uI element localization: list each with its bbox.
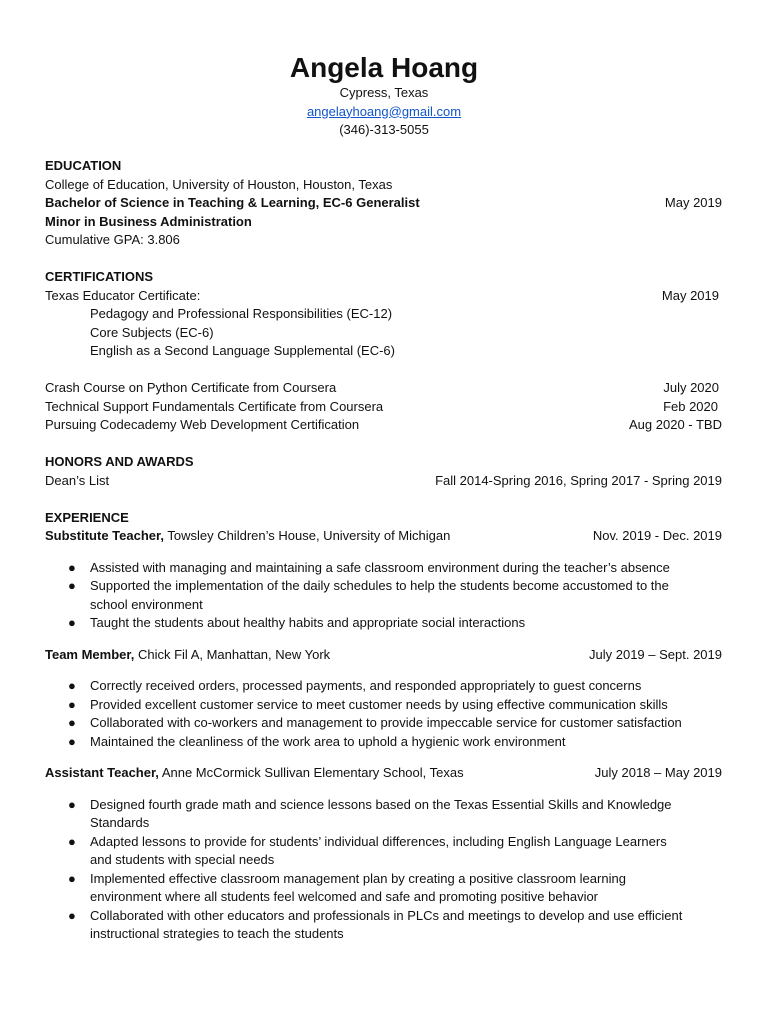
education-degree: Bachelor of Science in Teaching & Learning, EC-6 Generalist <box>45 195 420 210</box>
job-date: Nov. 2019 - Dec. 2019 <box>592 528 722 543</box>
education-heading: EDUCATION <box>45 158 122 173</box>
job-bullets <box>45 559 722 633</box>
bullet-icon: ● <box>68 870 76 886</box>
list-item-continued: instructional strategies to teach the students <box>90 926 344 941</box>
bullet-icon: ● <box>68 833 76 849</box>
email-link[interactable]: angelayhoang@gmail.com <box>306 103 462 119</box>
bullet-icon: ● <box>68 615 76 630</box>
list-item: ● Assisted with managing and maintaining a safe classroom environment during the teacher’s absence <box>45 559 722 578</box>
bullet-icon: ● <box>68 907 76 923</box>
cert-sub-item: English as a Second Language Supplemental (EC-6) <box>90 343 395 358</box>
bullet-icon: ● <box>68 796 76 812</box>
honors-heading: HONORS AND AWARDS <box>45 454 194 469</box>
list-item-continued: school environment <box>90 596 203 612</box>
education-date: May 2019 <box>664 195 722 210</box>
list-item: ● Supported the implementation of the daily schedules to help the students become accustomed to the <box>45 577 722 596</box>
job-title: Assistant Teacher, <box>45 765 159 780</box>
resume-body <box>45 157 722 944</box>
bullet-icon: ● <box>68 578 76 593</box>
bullet-icon: ● <box>68 715 76 730</box>
education-minor: Minor in Business Administration <box>45 213 252 229</box>
list-item: ● Taught the students about healthy habits and appropriate social interactions <box>45 614 722 633</box>
job-title: Substitute Teacher, <box>45 528 164 543</box>
cert-item: Technical Support Fundamentals Certificate from Coursera <box>45 398 384 414</box>
job-place: Towsley Children’s House, University of Michigan <box>163 528 451 543</box>
job-header <box>45 646 722 665</box>
list-item: ● Implemented effective classroom management plan by creating a positive classroom learning <box>45 870 722 889</box>
job-date: July 2019 – Sept. 2019 <box>589 646 722 662</box>
job-header <box>45 527 722 546</box>
list-item: ● Provided excellent customer service to meet customer needs by using effective communication skills <box>45 696 722 715</box>
bullet-icon: ● <box>68 733 76 749</box>
cert-item: Pursuing Codecademy Web Development Certification <box>45 417 360 432</box>
honors-date: Fall 2014-Spring 2016, Spring 2017 - Spring 2019 <box>435 472 722 488</box>
resume-header <box>0 0 768 140</box>
list-item: ● Correctly received orders, processed payments, and responded appropriately to guest concerns <box>45 677 722 696</box>
cert-sub-item: Core Subjects (EC-6) <box>90 324 214 340</box>
experience-heading: EXPERIENCE <box>45 509 129 525</box>
texas-certificate-date: May 2019 <box>661 287 719 303</box>
bullet-icon: ● <box>68 678 76 693</box>
list-item: ● Adapted lessons to provide for students’ individual differences, including English Language Learners <box>45 833 722 852</box>
certifications-heading: CERTIFICATIONS <box>45 269 154 284</box>
candidate-name: Angela Hoang <box>289 52 479 83</box>
job-bullets <box>45 796 722 944</box>
job-place: Anne McCormick Sullivan Elementary School, Texas <box>158 765 464 780</box>
list-item-continued: Standards <box>90 815 150 830</box>
cert-date: Feb 2020 <box>663 398 718 414</box>
list-item: ● Maintained the cleanliness of the work area to uphold a hygienic work environment <box>45 733 722 752</box>
cert-item: Crash Course on Python Certificate from Coursera <box>45 380 337 395</box>
bullet-icon: ● <box>68 696 76 712</box>
cert-date: Aug 2020 - TBD <box>629 417 722 432</box>
job-place: Chick Fil A, Manhattan, New York <box>134 646 331 662</box>
job-title: Team Member, <box>45 646 135 662</box>
list-item-continued: and students with special needs <box>90 852 275 867</box>
job-bullets <box>45 677 722 751</box>
list-item: ● Collaborated with co-workers and management to provide impeccable service for customer satisfaction <box>45 714 722 733</box>
list-item: ● Collaborated with other educators and professionals in PLCs and meetings to develop and use efficient <box>45 907 722 926</box>
candidate-phone: (346)-313-5055 <box>339 122 429 137</box>
job-date: July 2018 – May 2019 <box>594 765 722 780</box>
education-school: College of Education, University of Houston, Houston, Texas <box>45 176 393 192</box>
bullet-icon: ● <box>68 559 76 575</box>
education-gpa: Cumulative GPA: 3.806 <box>45 232 180 247</box>
cert-sub-item: Pedagogy and Professional Responsibilities (EC-12) <box>90 306 393 321</box>
texas-certificate: Texas Educator Certificate: <box>45 287 201 303</box>
cert-date: July 2020 <box>663 380 719 395</box>
job-header <box>45 764 722 783</box>
list-item: ● Designed fourth grade math and science lessons based on the Texas Essential Skills and Knowledge <box>45 796 722 815</box>
candidate-location: Cypress, Texas <box>339 85 429 100</box>
honors-item: Dean’s List <box>45 472 110 488</box>
list-item-continued: environment where all students feel welcomed and safe and promoting positive behavior <box>90 889 599 904</box>
